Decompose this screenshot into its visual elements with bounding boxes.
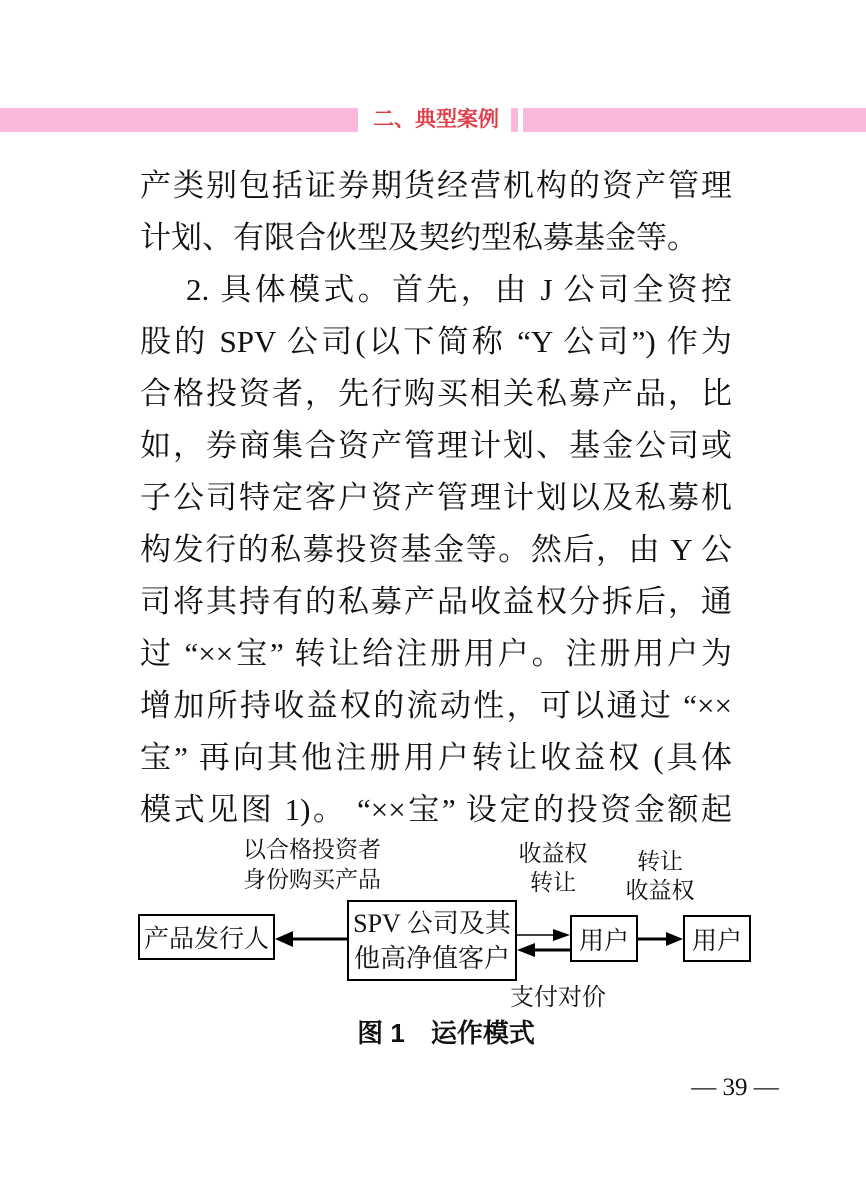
- diagram-label-line: 以合格投资者: [243, 837, 381, 862]
- diagram-label-transfer-far: [607, 847, 713, 905]
- diagram-label-transfer: [500, 839, 606, 897]
- diagram-label-line: 转让: [530, 870, 576, 895]
- diagram-label-pay: 支付对价: [510, 985, 606, 1011]
- body-line: 增加所持收益权的流动性，可以通过 “××: [140, 688, 732, 723]
- header-band-right: [523, 108, 866, 132]
- diagram-box-spv-line: SPV 公司及其: [353, 908, 511, 938]
- diagram-box-issuer: 产品发行人: [138, 914, 275, 960]
- diagram-box-spv: [347, 900, 517, 981]
- diagram-box-user2: 用户: [683, 915, 751, 962]
- diagram-label-line: 收益权: [625, 878, 695, 903]
- diagram-label-line: 转让: [637, 849, 683, 874]
- diagram-box-spv-line: 他高净值客户: [353, 943, 510, 973]
- diagram-label-buy: [230, 835, 394, 895]
- diagram-label-line: 身份购买产品: [243, 867, 381, 892]
- body-line: 计划、有限合伙型及契约型私募基金等。: [140, 220, 698, 255]
- body-line: 合格投资者，先行购买相关私募产品，比: [140, 376, 732, 411]
- body-line: 过 “××宝” 转让给注册用户。注册用户为: [140, 636, 732, 671]
- page-number: — 39 —: [691, 1074, 779, 1101]
- body-line: 构发行的私募投资基金等。然后，由 Y 公: [140, 532, 732, 567]
- body-line: 宝” 再向其他注册用户转让收益权 (具体: [140, 740, 732, 775]
- diagram-box-spv-text: [353, 906, 511, 976]
- diagram-box-user1: 用户: [570, 915, 638, 962]
- body-line: 模式见图 1)。 “××宝” 设定的投资金额起: [140, 792, 732, 827]
- body-line: 子公司特定客户资产管理计划以及私募机: [140, 480, 732, 515]
- body-line: 如，券商集合资产管理计划、基金公司或: [140, 428, 732, 463]
- body-line: 2. 具体模式。首先，由 J 公司全资控: [186, 272, 732, 307]
- diagram-label-line: 收益权: [518, 841, 588, 866]
- figure-caption: 图 1 运作模式: [357, 1018, 535, 1048]
- body-line: 产类别包括证券期货经营机构的资产管理: [140, 168, 732, 203]
- header-band-left: [0, 108, 358, 132]
- body-line: 司将其持有的私募产品收益权分拆后，通: [140, 584, 732, 619]
- body-line: 股的 SPV 公司(以下简称 “Y 公司”) 作为: [140, 324, 732, 359]
- body-text: [140, 160, 732, 836]
- section-header: 二、典型案例: [373, 108, 499, 131]
